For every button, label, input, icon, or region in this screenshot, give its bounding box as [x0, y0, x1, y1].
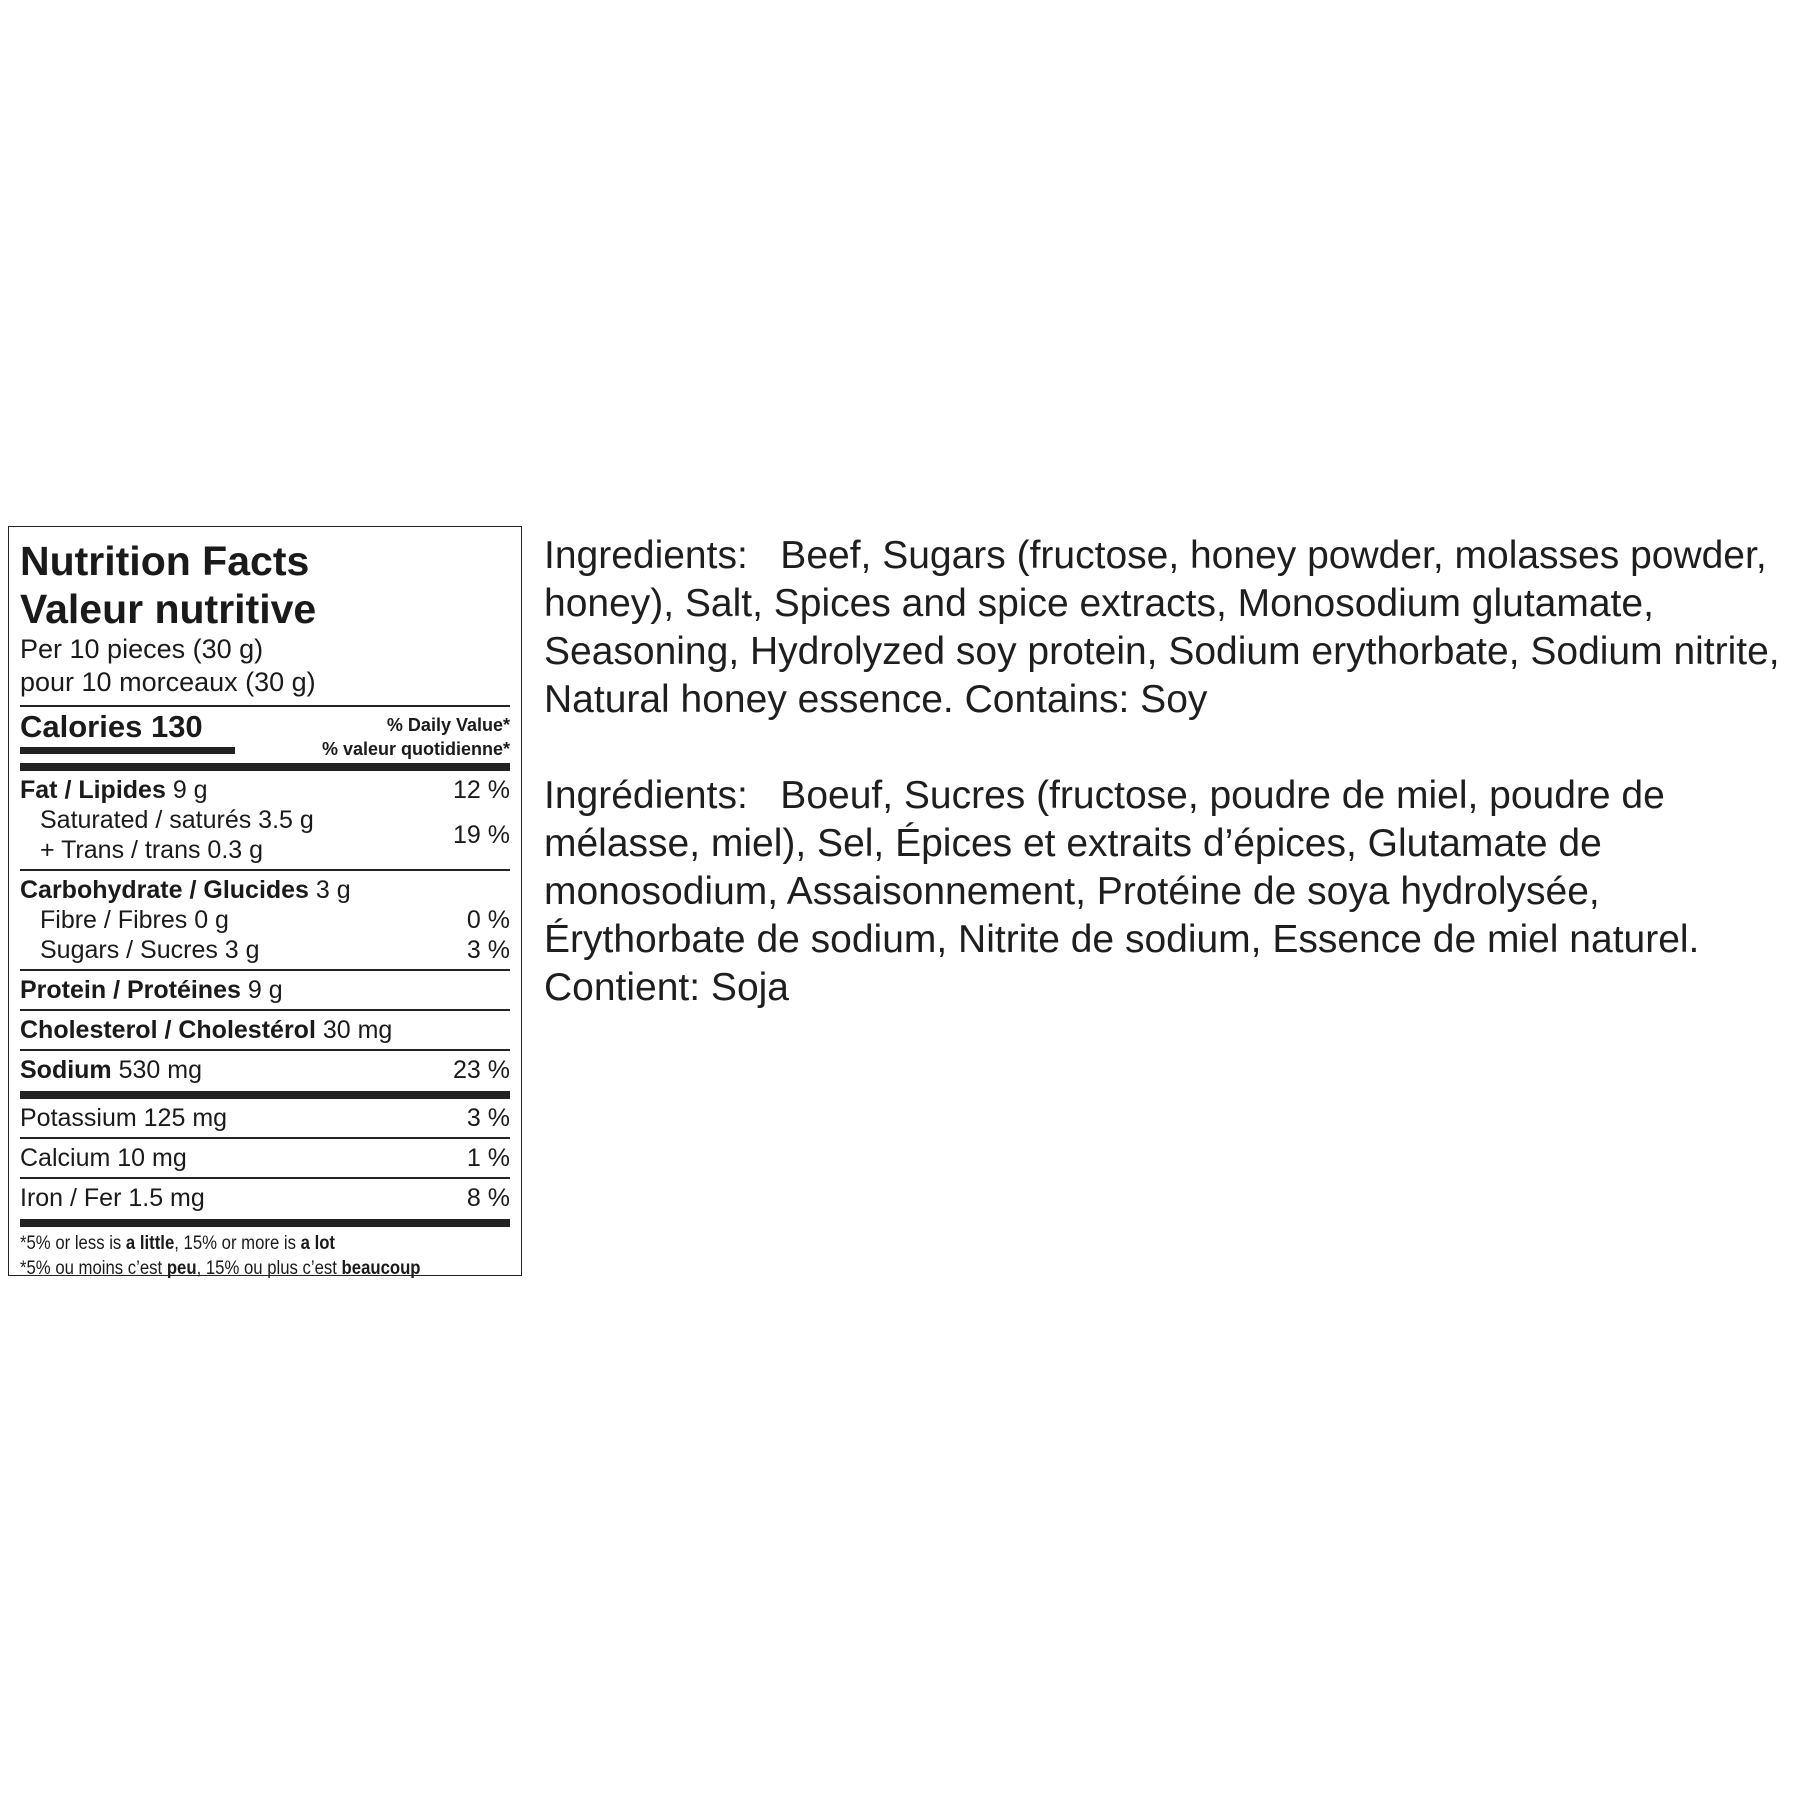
footnote-en-text-2: , 15% or more is	[174, 1233, 301, 1254]
nutrition-facts-table	[8, 526, 522, 1279]
protein-amount: 9 g	[247, 976, 283, 1004]
fat-dv: 12 %	[453, 776, 510, 804]
footnote-en-bold-lot: a lot	[300, 1233, 335, 1254]
calcium-row	[20, 1143, 510, 1173]
divider-thick	[20, 763, 510, 771]
footnote-fr-text: *5% ou moins c’est	[20, 1258, 167, 1279]
carbohydrate-label: Carbohydrate / Glucides	[20, 876, 309, 904]
footnote-fr-text-2: , 15% ou plus c’est	[196, 1258, 342, 1279]
daily-value-header	[322, 707, 510, 761]
footnote-en	[20, 1231, 451, 1256]
footnote-fr-bold-peu: peu	[166, 1258, 197, 1279]
cholesterol-row	[20, 1015, 510, 1045]
nutrition-title-en: Nutrition Facts	[20, 538, 310, 584]
carbohydrate-row	[20, 875, 510, 905]
saturated-trans-dv: 19 %	[453, 821, 510, 849]
ingredients-french: Ingrédients: Boeuf, Sucres (fructose, poudre de miel, poudre de mélasse, miel), Sel, Épices et extraits d’épices, Glutamate de monosodium, Assaisonnement, Protéine de soya hydrolysée, Érythorbate de sodium, Nitrite de sodium, Essence de miel naturel. Contient: Soja	[544, 774, 1711, 1009]
sugars-label: Sugars / Sucres 3 g	[40, 936, 260, 964]
cholesterol-amount: 30 mg	[322, 1016, 393, 1044]
fibre-dv: 0 %	[466, 906, 510, 934]
serving-size-fr: pour 10 morceaux (30 g)	[20, 667, 316, 697]
serving-size-en: Per 10 pieces (30 g)	[20, 634, 264, 664]
divider-thick	[20, 1091, 510, 1099]
iron-dv: 8 %	[466, 1184, 510, 1212]
daily-value-header-fr: % valeur quotidienne*	[321, 739, 510, 759]
fat-row	[20, 775, 510, 805]
cholesterol-label: Cholesterol / Cholestérol	[20, 1016, 316, 1044]
potassium-row	[20, 1103, 510, 1133]
footnote-fr-bold-beaucoup: beaucoup	[341, 1258, 421, 1279]
calcium-dv: 1 %	[466, 1144, 510, 1172]
saturated-label: Saturated / saturés 3.5 g	[40, 806, 314, 834]
protein-row	[20, 975, 510, 1005]
sodium-label: Sodium	[20, 1056, 112, 1084]
fat-amount: 9 g	[172, 776, 208, 804]
saturated-trans-row	[20, 805, 510, 865]
calcium-label: Calcium 10 mg	[20, 1144, 187, 1172]
iron-row	[20, 1183, 510, 1213]
sugars-dv: 3 %	[466, 936, 510, 964]
footnote-fr	[20, 1256, 451, 1281]
fibre-label: Fibre / Fibres 0 g	[40, 906, 229, 934]
calories-row	[20, 707, 510, 763]
potassium-dv: 3 %	[466, 1104, 510, 1132]
divider	[20, 1009, 510, 1011]
footnote-en-text: *5% or less is	[20, 1233, 126, 1254]
potassium-label: Potassium 125 mg	[20, 1104, 228, 1132]
divider	[20, 969, 510, 971]
divider	[20, 1049, 510, 1051]
fat-label: Fat / Lipides	[20, 776, 166, 804]
iron-label: Iron / Fer 1.5 mg	[20, 1184, 205, 1212]
calories: Calories 130	[20, 707, 235, 754]
sodium-amount: 530 mg	[118, 1056, 203, 1084]
divider	[20, 869, 510, 871]
sodium-dv: 23 %	[453, 1056, 510, 1084]
divider-thick	[20, 1219, 510, 1227]
divider	[20, 1177, 510, 1179]
footnote	[20, 1231, 510, 1281]
ingredients-english: Ingredients: Beef, Sugars (fructose, honey powder, molasses powder, honey), Salt, Spices and spice extracts, Monosodium glutamate, Seasoning, Hydrolyzed soy protein, Sodium erythorbate, Sodium nitrite, Natural honey essence. Contains: Soy	[544, 534, 1791, 721]
sugars-row	[20, 935, 510, 965]
carbohydrate-amount: 3 g	[315, 876, 351, 904]
divider	[20, 1137, 510, 1139]
trans-label: + Trans / trans 0.3 g	[40, 836, 264, 864]
fibre-row	[20, 905, 510, 935]
footnote-en-bold-little: a little	[125, 1233, 175, 1254]
sodium-row	[20, 1055, 510, 1085]
protein-label: Protein / Protéines	[20, 976, 241, 1004]
nutrition-title-fr: Valeur nutritive	[20, 586, 317, 632]
daily-value-header-en: % Daily Value*	[386, 715, 510, 735]
